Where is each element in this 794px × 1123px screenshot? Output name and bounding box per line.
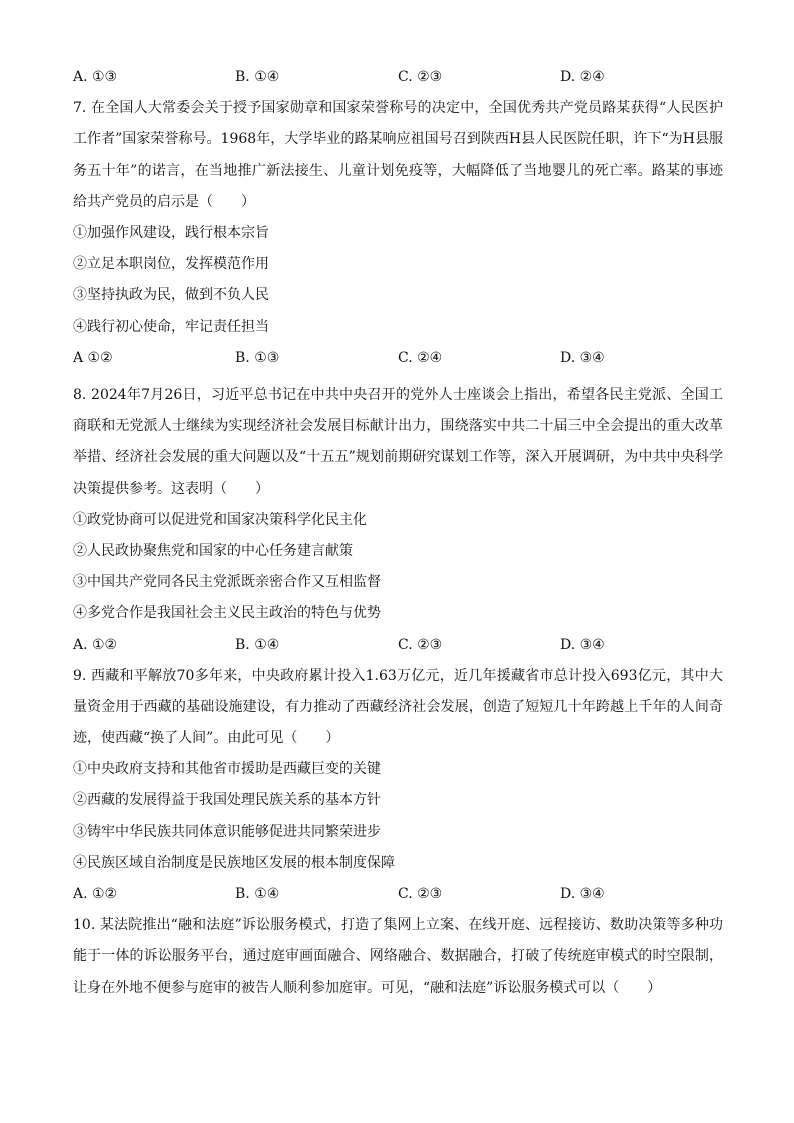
q7-stem: 7. 在全国人大常委会关于授予国家勋章和国家荣誉称号的决定中，全国优秀共产党员路某获得“人民医护工作者”国家荣誉称号。1968年，大学毕业的路某响应祖国号召到陕西H县人民医院任职，许下“为H县服务五十年”的诺言，在当地推广新法接生、儿童计划免疫等，大幅降低了当地婴儿的死亡率。路某的事迹给共产党员的启示是（ ） xyxy=(73,100,723,210)
q9-item-2: ②西藏的发展得益于我国处理民族关系的基本方针 xyxy=(73,792,381,809)
q8-options xyxy=(73,630,723,661)
q9-option-c[interactable]: C. ②③ xyxy=(398,886,443,903)
q9-item-3: ③铸牢中华民族共同体意识能够促进共同繁荣进步 xyxy=(73,823,381,840)
q9-option-a[interactable]: A. ①② xyxy=(73,886,118,903)
q8-item-1: ①政党协商可以促进党和国家决策科学化民主化 xyxy=(73,511,367,528)
q6-option-c[interactable]: C. ②③ xyxy=(398,69,443,85)
q8-stem: 8. 2024年7月26日，习近平总书记在中共中央召开的党外人士座谈会上指出，希望各民主党派、全国工商联和无党派人士继续为实现经济社会发展目标献计出力，围绕落实中共二十届三中全会提出的重大改革举措、经济社会发展的重大问题以及“十五五”规划前期研究谋划工作等，深入开展调研，为中共中央科学决策提供参考。这表明（ ） xyxy=(73,386,723,497)
q6-option-d[interactable]: D. ②④ xyxy=(560,69,605,85)
q7-option-c[interactable]: C. ②④ xyxy=(398,349,443,366)
q6-option-a[interactable]: A. ①③ xyxy=(73,69,118,85)
q7-item-3: ③坚持执政为民，做到不负人民 xyxy=(73,287,269,304)
q6-options xyxy=(73,62,723,93)
q7-item-2: ②立足本职岗位，发挥模范作用 xyxy=(73,256,269,273)
q7-option-b[interactable]: B. ①③ xyxy=(235,349,280,366)
q8-option-c[interactable]: C. ②③ xyxy=(398,636,443,653)
q7-item-1: ①加强作风建设，践行根本宗旨 xyxy=(73,225,269,241)
q10-stem: 10. 某法院推出“融和法庭”诉讼服务模式，打造了集网上立案、在线开庭、远程接访、数助决策等多种功能于一体的诉讼服务平台，通过庭审画面融合、网络融合、数据融合，打破了传统庭审模式的时空限制，让身在外地不便参与庭审的被告人顺利参加庭审。可见，“融和法庭”诉讼服务模式可以（ ） xyxy=(73,917,723,996)
q8-item-2: ②人民政协聚焦党和国家的中心任务建言献策 xyxy=(73,542,353,559)
q9-stem: 9. 西藏和平解放70多年来，中央政府累计投入1.63万亿元，近几年援藏省市总计投入693亿元，其中大量资金用于西藏的基础设施建设，有力推动了西藏经济社会发展，创造了短短几十年跨越上千年的人间奇迹，使西藏“换了人间”。由此可见（ ） xyxy=(73,667,723,747)
q9-option-d[interactable]: D. ③④ xyxy=(560,886,605,903)
q8-item-3: ③中国共产党同各民主党派既亲密合作又互相监督 xyxy=(73,574,381,591)
q7-option-d[interactable]: D. ③④ xyxy=(560,349,605,366)
q9-item-4: ④民族区域自治制度是民族地区发展的根本制度保障 xyxy=(73,854,395,871)
q9-option-b[interactable]: B. ①④ xyxy=(235,886,280,903)
q8-option-b[interactable]: B. ①④ xyxy=(235,636,280,653)
q6-option-b[interactable]: B. ①④ xyxy=(235,69,280,85)
q7-options xyxy=(73,343,723,374)
exam-page xyxy=(73,62,723,1004)
q8-option-d[interactable]: D. ③④ xyxy=(560,636,605,653)
q8-item-4: ④多党合作是我国社会主义民主政治的特色与优势 xyxy=(73,605,381,622)
q9-item-1: ①中央政府支持和其他省市援助是西藏巨变的关键 xyxy=(73,761,381,778)
q8-option-a[interactable]: A. ①② xyxy=(73,636,118,653)
q7-item-4: ④践行初心使命，牢记责任担当 xyxy=(73,318,269,335)
q7-option-a[interactable]: A ①② xyxy=(73,349,113,366)
q9-options xyxy=(73,879,723,910)
